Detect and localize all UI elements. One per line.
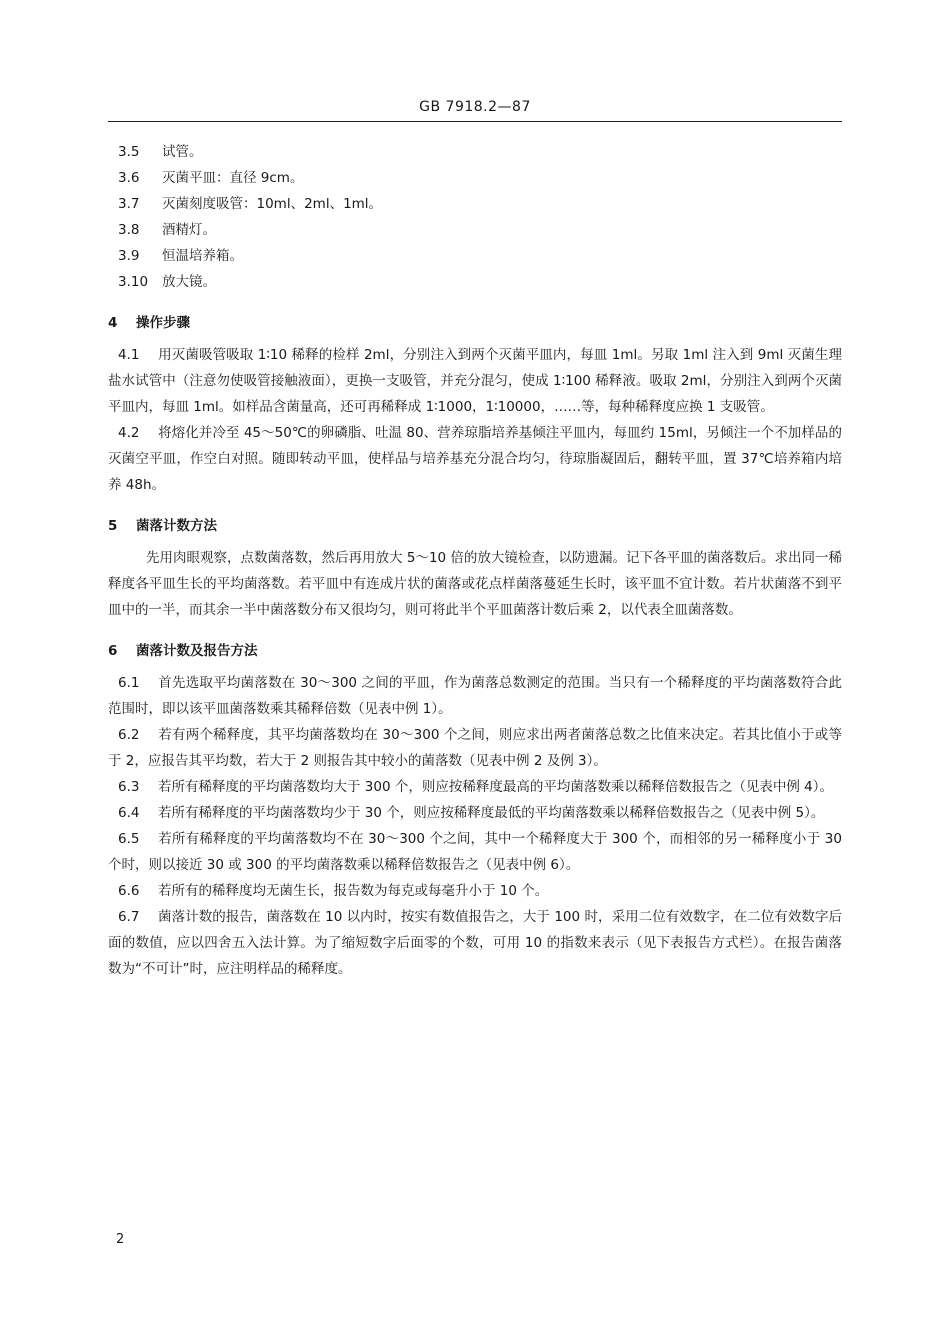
header-rule	[108, 121, 842, 122]
paragraph: 4.1 用灭菌吸管吸取 1∶10 稀释的检样 2ml，分别注入到两个灭菌平皿内，每皿 1ml。另取 1ml 注入到 9ml 灭菌生理盐水试管中（注意勿使吸管接触液面），更换一支吸管，并充分混匀，使成 1∶100 稀释液。吸取 2ml，分别注入到两个灭菌平皿内，每皿 1ml。如样品含菌量高，还可再稀释成 1∶1000，1∶10000，……等，每种稀释度应换 1 支吸管。	[108, 347, 842, 415]
standard-code-header: GB 7918.2—87	[419, 99, 531, 115]
paragraph: 6.2 若有两个稀释度，其平均菌落数均在 30～300 个之间，则应求出两者菌落总数之比值来决定。若其比值小于或等于 2，应报告其平均数，若大于 2 则报告其中较小的菌落数（见表中例 2 及例 3）。	[108, 727, 842, 769]
equipment-list	[108, 139, 842, 295]
paragraph: 6.4 若所有稀释度的平均菌落数均少于 30 个，则应按稀释度最低的平均菌落数乘以稀释倍数报告之（见表中例 5）。	[118, 805, 825, 821]
list-item: 3.8 酒精灯。	[118, 222, 216, 238]
section-5-title: 5 菌落计数方法	[108, 518, 217, 534]
list-item: 3.5 试管。	[118, 144, 203, 160]
paragraph: 6.1 首先选取平均菌落数在 30～300 之间的平皿，作为菌落总数测定的范围。当只有一个稀释度的平均菌落数符合此范围时，即以该平皿菌落数乘其稀释倍数（见表中例 1）。	[108, 675, 842, 717]
paragraph: 6.5 若所有稀释度的平均菌落数均不在 30～300 个之间，其中一个稀释度大于 300 个，而相邻的另一稀释度小于 30 个时，则以接近 30 或 300 的平均菌落数乘以稀释倍数报告之（见表中例 6）。	[108, 831, 842, 873]
paragraph: 6.7 菌落计数的报告，菌落数在 10 以内时，按实有数值报告之，大于 100 时，采用二位有效数字，在二位有效数字后面的数值，应以四舍五入法计算。为了缩短数字后面零的个数，可用 10 的指数来表示（见下表报告方式栏）。在报告菌落数为“不可计”时，应注明样品的稀释度。	[108, 909, 842, 977]
list-item: 3.6 灭菌平皿：直径 9cm。	[118, 170, 304, 186]
page-number: 2	[116, 1232, 125, 1247]
page-content	[108, 139, 842, 982]
section-6-title: 6 菌落计数及报告方法	[108, 643, 258, 659]
list-item: 3.10 放大镜。	[118, 274, 216, 290]
list-item: 3.7 灭菌刻度吸管：10ml、2ml、1ml。	[118, 196, 383, 212]
list-item: 3.9 恒温培养箱。	[118, 248, 243, 264]
paragraph: 6.3 若所有稀释度的平均菌落数均大于 300 个，则应按稀释度最高的平均菌落数乘以稀释倍数报告之（见表中例 4）。	[118, 779, 833, 795]
section-4-title: 4 操作步骤	[108, 315, 190, 331]
paragraph: 6.6 若所有的稀释度均无菌生长，报告数为每克或每毫升小于 10 个。	[118, 883, 549, 899]
paragraph: 4.2 将熔化并冷至 45～50℃的卵磷脂、吐温 80、营养琼脂培养基倾注平皿内，每皿约 15ml，另倾注一个不加样品的灭菌空平皿，作空白对照。随即转动平皿，使样品与培养基充分混合均匀，待琼脂凝固后，翻转平皿，置 37℃培养箱内培养 48h。	[108, 425, 842, 493]
paragraph: 先用肉眼观察，点数菌落数，然后再用放大 5～10 倍的放大镜检查，以防遗漏。记下各平皿的菌落数后。求出同一稀释度各平皿生长的平均菌落数。若平皿中有连成片状的菌落或花点样菌落蔓延生长时，该平皿不宜计数。若片状菌落不到平皿中的一半，而其余一半中菌落数分布又很均匀，则可将此半个平皿菌落计数后乘 2，以代表全皿菌落数。	[108, 550, 842, 618]
